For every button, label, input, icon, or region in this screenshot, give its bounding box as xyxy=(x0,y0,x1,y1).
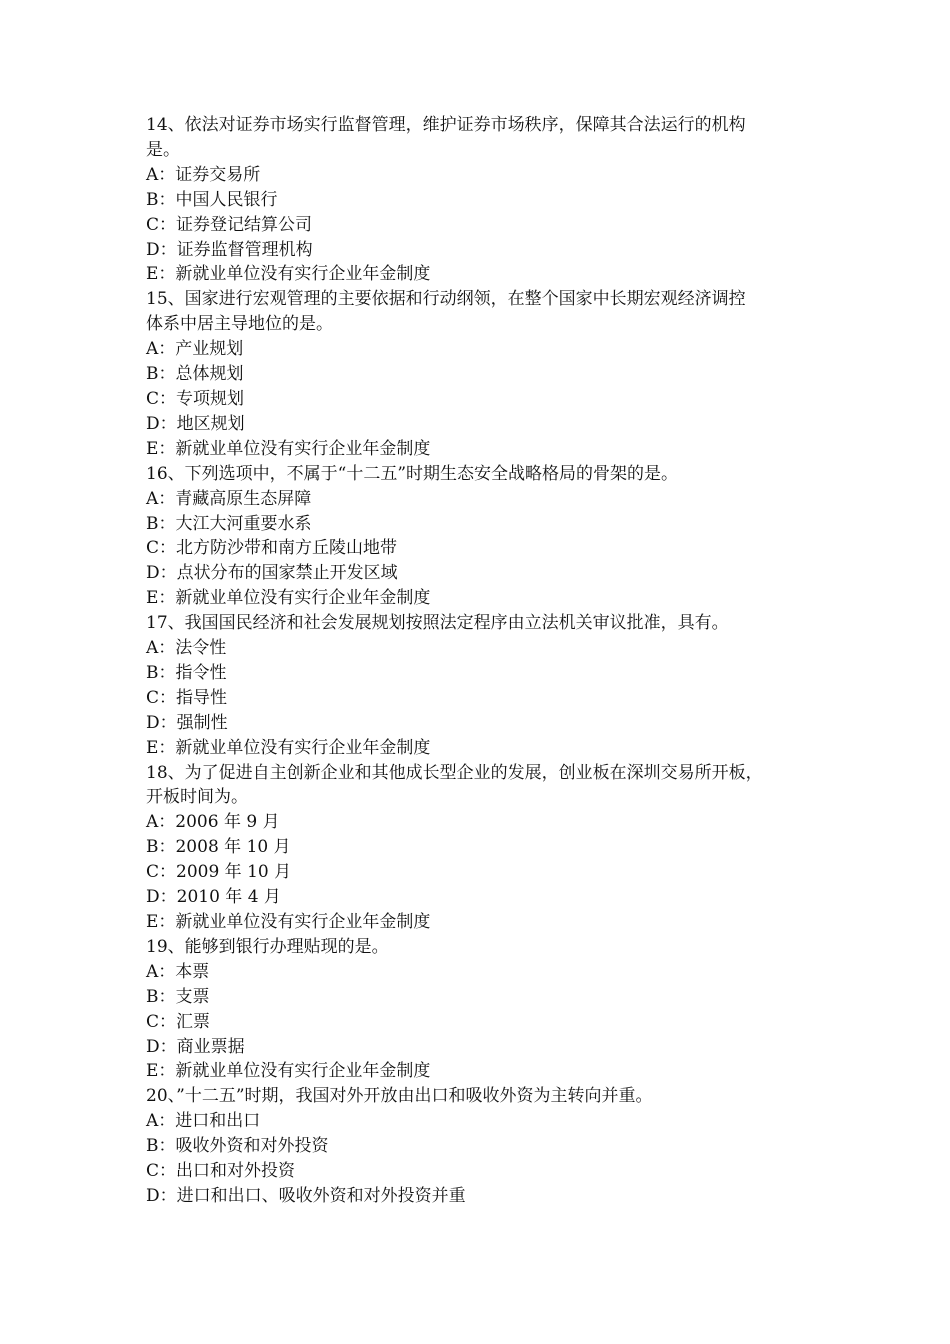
option-a: A：法令性 xyxy=(146,638,227,659)
question-text-line: 16、下列选项中，不属于“十二五”时期生态安全战略格局的骨架的是。 xyxy=(146,463,679,484)
question-text-line: 20、”十二五”时期，我国对外开放由出口和吸收外资为主转向并重。 xyxy=(146,1086,653,1107)
option-e: E：新就业单位没有实行企业年金制度 xyxy=(146,588,431,609)
option-d: D：商业票据 xyxy=(146,1036,245,1057)
option-c: C：指导性 xyxy=(146,687,228,708)
question-text-line: 15、国家进行宏观管理的主要依据和行动纲领，在整个国家中长期宏观经济调控 xyxy=(146,289,746,310)
option-b: B：支票 xyxy=(146,986,210,1007)
option-b: B：吸收外资和对外投资 xyxy=(146,1136,329,1157)
option-c: C：证券登记结算公司 xyxy=(146,214,313,235)
option-e: E：新就业单位没有实行企业年金制度 xyxy=(146,912,431,932)
option-a: A：证券交易所 xyxy=(146,164,261,185)
option-d: D：证券监督管理机构 xyxy=(146,239,313,260)
option-a: A：青藏高原生态屏障 xyxy=(146,488,312,509)
option-c: C：专项规划 xyxy=(146,388,245,409)
option-d: D：点状分布的国家禁止开发区域 xyxy=(146,563,398,584)
option-c: C：汇票 xyxy=(146,1011,211,1032)
question-15 xyxy=(146,287,826,461)
question-text-line: 19、能够到银行办理贴现的是。 xyxy=(146,936,389,957)
option-d: D：2010 年 4 月 xyxy=(146,887,281,908)
option-b: B：中国人民银行 xyxy=(146,189,278,210)
option-d: D：强制性 xyxy=(146,712,228,733)
question-18 xyxy=(146,761,826,935)
option-e: E：新就业单位没有实行企业年金制度 xyxy=(146,264,431,285)
option-c: C：北方防沙带和南方丘陵山地带 xyxy=(146,538,398,559)
option-b: B：总体规划 xyxy=(146,364,244,385)
question-text-line: 18、为了促进自主创新企业和其他成长型企业的发展，创业板在深圳交易所开板， xyxy=(146,762,763,783)
question-text-line: 是。 xyxy=(146,139,180,160)
option-b: B：2008 年 10 月 xyxy=(146,837,291,858)
option-a: A：产业规划 xyxy=(146,339,244,360)
question-17 xyxy=(146,611,826,760)
option-c: C：出口和对外投资 xyxy=(146,1161,296,1182)
question-19 xyxy=(146,935,826,1084)
option-e: E：新就业单位没有实行企业年金制度 xyxy=(146,737,431,758)
option-d: D：地区规划 xyxy=(146,413,245,434)
question-text-line: 14、依法对证券市场实行监督管理，维护证券市场秩序，保障其合法运行的机构 xyxy=(146,115,746,135)
option-e: E：新就业单位没有实行企业年金制度 xyxy=(146,1061,431,1082)
question-text-line: 体系中居主导地位的是。 xyxy=(146,314,333,335)
question-text-line: 17、我国国民经济和社会发展规划按照法定程序由立法机关审议批准，具有。 xyxy=(146,613,729,634)
option-a: A：进口和出口 xyxy=(146,1111,261,1132)
document-content xyxy=(146,113,826,1209)
option-d: D：进口和出口、吸收外资和对外投资并重 xyxy=(146,1185,466,1206)
question-text-line: 开板时间为。 xyxy=(146,787,248,808)
option-b: B：指令性 xyxy=(146,662,227,683)
option-a: A：2006 年 9 月 xyxy=(146,812,280,833)
option-e: E：新就业单位没有实行企业年金制度 xyxy=(146,438,431,459)
option-a: A：本票 xyxy=(146,961,210,982)
question-20 xyxy=(146,1084,826,1209)
option-c: C：2009 年 10 月 xyxy=(146,862,292,883)
question-16 xyxy=(146,462,826,611)
question-14 xyxy=(146,113,826,287)
option-b: B：大江大河重要水系 xyxy=(146,513,312,534)
